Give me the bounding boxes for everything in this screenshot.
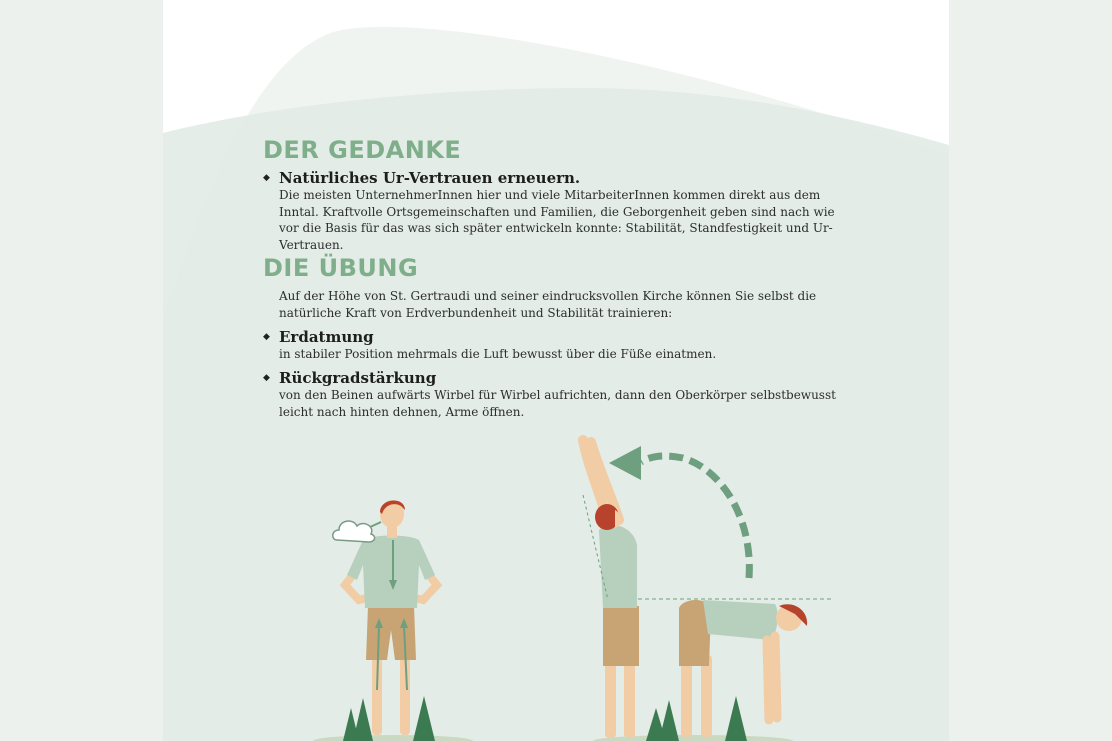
uebung-intro: Auf der Höhe von St. Gertraudi und seiner eindrucksvollen Kirche können Sie selbst die natürliche Kraft von Erdverbundenheit und Stabilität trainieren: xyxy=(279,289,817,320)
item-title-erdatmung: Erdatmung xyxy=(279,328,374,346)
ground-patch xyxy=(593,735,793,741)
tree-icon xyxy=(646,696,747,741)
exercise-illustration xyxy=(163,0,949,741)
item-title-vertrauen: Natürliches Ur-Vertrauen erneuern. xyxy=(279,169,581,187)
item-title-rueckgrad: Rückgradstärkung xyxy=(279,369,437,387)
bullet-icon: ◆ xyxy=(263,373,270,383)
item-text-vertrauen: Die meisten UnternehmerInnen hier und viele MitarbeiterInnen kommen direkt aus dem Inntal. Kraftvolle Ortsgemeinschaften und Familien, die Geborgenheit geben sind nach wie vor die Basis für das was sich später entwickeln konnte: Stabilität, Standfestigkeit und Ur-Vertrauen. xyxy=(279,188,835,252)
ground-patch xyxy=(313,735,473,741)
section-heading-uebung: DIE ÜBUNG xyxy=(263,254,419,282)
stretching-figure xyxy=(583,440,639,738)
bullet-icon: ◆ xyxy=(263,173,270,183)
document-page xyxy=(163,0,949,741)
item-text-erdatmung: in stabiler Position mehrmals die Luft bewusst über die Füße einatmen. xyxy=(279,347,717,361)
bullet-icon: ◆ xyxy=(263,332,270,342)
tree-icon xyxy=(343,696,435,741)
section-heading-gedanke: DER GEDANKE xyxy=(263,136,462,164)
cloud-icon xyxy=(333,521,375,542)
item-text-rueckgrad: von den Beinen aufwärts Wirbel für Wirbel aufrichten, dann den Oberkörper selbstbewusst leicht nach hinten dehnen, Arme öffnen. xyxy=(279,388,836,419)
